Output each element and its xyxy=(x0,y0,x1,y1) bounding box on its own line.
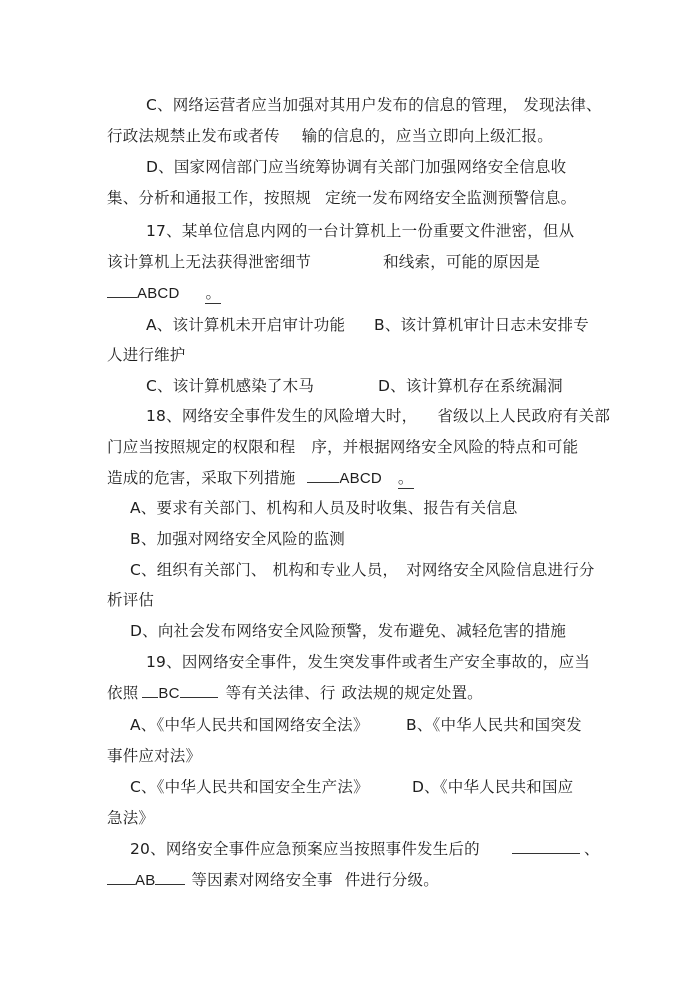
line-text: 输的信息的，应当立即向上级汇报。 xyxy=(301,127,553,145)
line-text: D、向社会发布网络安全风险预警，发布避免、减轻危害的措施 xyxy=(130,622,567,640)
line-text: 人进行维护 xyxy=(107,346,186,364)
option-c-q16 xyxy=(146,95,602,115)
answer-blank xyxy=(512,839,580,854)
line-text: 对网络安全风险信息进行分 xyxy=(406,561,595,579)
option-a-q17 xyxy=(146,315,345,335)
line-text: 定统一发布网络安全监测预警信息。 xyxy=(325,189,577,207)
option-c-q18 xyxy=(130,560,595,580)
answer-text: AB xyxy=(135,872,156,889)
line-text: 等因素对网络安全事 xyxy=(191,871,333,889)
option-b-q19-cont xyxy=(107,746,201,766)
line-text: 19、因网络安全事件，发生突发事件或者生产安全事故的，应当 xyxy=(146,653,591,671)
answer-blank xyxy=(107,283,137,298)
line-text: 析评估 xyxy=(107,591,155,609)
line-text: A、该计算机未开启审计功能 xyxy=(146,316,346,334)
line-text: 造成的危害，采取下列措施 xyxy=(107,469,296,487)
line-text: 和线索，可能的原因是 xyxy=(383,253,541,271)
option-d-q19 xyxy=(412,777,573,797)
option-c-q19 xyxy=(130,777,369,797)
line-text: 18、网络安全事件发生的风险增大时， xyxy=(146,407,418,425)
answer-blank xyxy=(142,683,158,698)
question-17-cont xyxy=(107,252,540,272)
answer-text: ABCD xyxy=(339,470,382,487)
line-text: 政法规的规定处置。 xyxy=(341,684,483,702)
question-18-answer-line xyxy=(107,468,414,489)
line-text: D、该计算机存在系统漏洞 xyxy=(378,377,563,395)
option-a-q18 xyxy=(130,498,518,518)
question-17 xyxy=(146,221,574,241)
option-c-q18-cont xyxy=(107,590,154,610)
line-text: A、要求有关部门、机构和人员及时收集、报告有关信息 xyxy=(130,499,518,517)
question-20 xyxy=(130,839,480,859)
line-text: C、组织有关部门、 xyxy=(130,561,267,579)
line-text: 依照 xyxy=(107,684,139,702)
option-a-q19 xyxy=(130,715,369,735)
option-b-q17-cont xyxy=(107,345,186,365)
line-text: 事件应对法》 xyxy=(107,747,202,765)
line-text: B、该计算机审计日志未安排专 xyxy=(374,316,589,334)
answer-text: ABCD xyxy=(137,285,180,302)
question-17-answer-line xyxy=(107,283,221,304)
option-d-q17 xyxy=(378,376,563,396)
line-text: A、《中华人民共和国网络安全法》 xyxy=(130,716,369,734)
line-text: D、《中华人民共和国应 xyxy=(412,778,574,796)
answer-text: BC xyxy=(158,685,180,702)
line-text: 该计算机上无法获得泄密细节 xyxy=(107,253,312,271)
option-b-q17 xyxy=(374,315,589,335)
question-18 xyxy=(146,406,610,426)
line-text: 门应当按照规定的权限和程 xyxy=(107,438,296,456)
line-text: D、国家网信部门应当统筹协调有关部门加强网络安全信息收 xyxy=(146,158,567,176)
line-text: 机构和专业人员， xyxy=(272,561,399,579)
line-text: 省级以上人民政府有关部 xyxy=(437,407,611,425)
line-text: C、网络运营者应当加强对其用户发布的信息的管理， 发现法律、 xyxy=(146,96,602,114)
line-text: C、该计算机感染了木马 xyxy=(146,377,315,395)
line-text: 、 xyxy=(584,840,600,858)
answer-blank xyxy=(107,870,135,885)
line-text: B、《中华人民共和国突发 xyxy=(406,716,582,734)
line-text: 急法》 xyxy=(107,809,155,827)
answer-blank xyxy=(180,683,218,698)
answer-blank xyxy=(155,870,185,885)
line-text: 。 xyxy=(205,284,222,302)
question-20-cont xyxy=(107,870,439,891)
line-text: 等有关法律、行 xyxy=(225,684,336,702)
question-20-blank xyxy=(512,839,600,859)
option-c-q17 xyxy=(146,376,314,396)
question-19-cont xyxy=(107,683,483,704)
option-b-q19 xyxy=(406,715,582,735)
option-d-q16-cont xyxy=(107,188,576,208)
question-18-cont xyxy=(107,437,578,457)
option-d-q16 xyxy=(146,157,566,177)
line-text: 集、分析和通报工作，按照规 xyxy=(107,189,312,207)
line-text: 件进行分级。 xyxy=(344,871,439,889)
line-text: 17、某单位信息内网的一台计算机上一份重要文件泄密，但从 xyxy=(146,222,575,240)
line-text: 序，并根据网络安全风险的特点和可能 xyxy=(311,438,579,456)
option-d-q19-cont xyxy=(107,808,154,828)
line-text: 20、网络安全事件应急预案应当按照事件发生后的 xyxy=(130,840,480,858)
answer-blank xyxy=(307,468,339,483)
line-text: B、加强对网络安全风险的监测 xyxy=(130,530,345,548)
option-c-q16-cont xyxy=(107,126,553,146)
line-text: 行政法规禁止发布或者传 xyxy=(107,127,280,145)
option-b-q18 xyxy=(130,529,345,549)
line-text: 。 xyxy=(397,469,414,487)
question-19 xyxy=(146,652,590,672)
option-d-q18 xyxy=(130,621,566,641)
line-text: C、《中华人民共和国安全生产法》 xyxy=(130,778,369,796)
